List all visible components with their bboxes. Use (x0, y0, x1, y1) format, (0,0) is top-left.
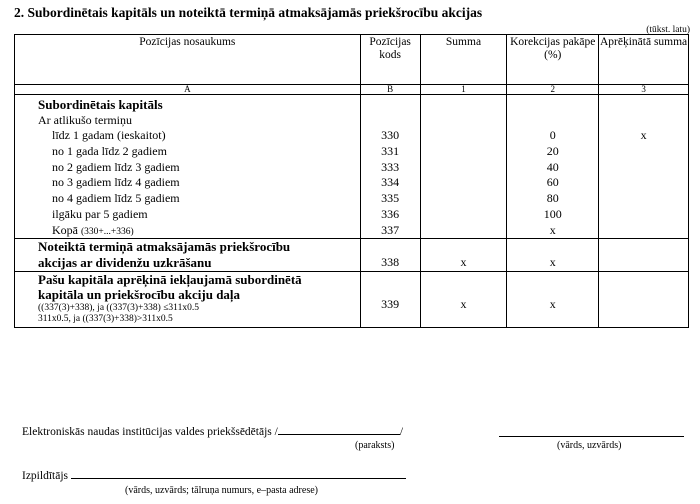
row-label-333: no 2 gadiem līdz 3 gadiem (52, 159, 180, 174)
section2-row (15, 239, 689, 271)
chair-name-field[interactable] (499, 424, 684, 437)
letter-2: 2 (507, 85, 599, 95)
summa-338: x (460, 254, 467, 269)
row-label-330: līdz 1 gadam (ieskaitot) (52, 128, 166, 143)
code-338: 338 (381, 254, 400, 269)
header-code: Pozīcijas kods (360, 35, 420, 85)
correction-331: 20 (546, 144, 559, 159)
slash-close: / (399, 426, 404, 438)
signature-caption: (paraksts) (355, 440, 395, 451)
header-correction: Korekcijas pakāpe (%) (507, 35, 599, 85)
executor-label: Izpildītājs (22, 470, 68, 482)
correction-335: 80 (546, 191, 559, 206)
correction-330: 0 (549, 128, 556, 143)
header-calculated: Aprēķinātā summa (599, 35, 689, 85)
code-333: 333 (381, 159, 400, 174)
correction-339: x (549, 296, 556, 311)
code-330: 330 (381, 128, 400, 143)
row-label-335: no 4 gadiem līdz 5 gadiem (52, 191, 180, 206)
section3-formula-line2: 311x0.5, ja ((337(3)+338)>311x0.5 (38, 313, 173, 324)
summa-cell-section1 (420, 95, 507, 239)
name-caption: (vārds, uzvārds) (557, 440, 622, 451)
correction-334: 60 (546, 175, 559, 190)
executor-caption: (vārds, uzvārds; tālruņa numurs, e–pasta adrese) (125, 485, 318, 496)
chair-signature-line (22, 424, 403, 438)
code-335: 335 (381, 191, 400, 206)
executor-line (22, 468, 406, 482)
subordinated-capital-table (14, 34, 689, 328)
header-name: Pozīcijas nosaukums (15, 35, 361, 85)
column-letters-row (15, 85, 689, 95)
correction-338: x (549, 254, 556, 269)
page-title: 2. Subordinētais kapitāls un noteiktā termiņā atmaksājamās priekšrocību akcijas (14, 5, 483, 20)
calculated-cell-338 (599, 239, 689, 271)
section3-row (15, 271, 689, 327)
section1-row (15, 95, 689, 239)
code-334: 334 (381, 175, 400, 190)
row-label-334: no 3 gadiem līdz 4 gadiem (52, 175, 180, 190)
letter-3: 3 (599, 85, 689, 95)
code-336: 336 (381, 206, 400, 221)
letter-a: A (15, 85, 361, 95)
correction-337: x (549, 222, 556, 237)
section3-label-line2: kapitāla un priekšrocību akciju daļa (38, 287, 241, 303)
code-331: 331 (381, 144, 400, 159)
code-339: 339 (381, 296, 400, 311)
chair-label: Elektroniskās naudas institūcijas valdes priekšsēdētājs (22, 426, 272, 438)
letter-1: 1 (420, 85, 507, 95)
header-summa: Summa (420, 35, 507, 85)
row-label-total (15, 223, 360, 239)
total-formula: (330+...+336) (81, 226, 134, 237)
section3-formula-line1: ((337(3)+338), ja ((337(3)+338) ≤311x0.5 (38, 302, 199, 313)
section3-label-line1: Pašu kapitāla aprēķinā iekļaujamā subordinētā (38, 271, 302, 287)
letter-b: B (360, 85, 420, 95)
calculated-cell-339 (599, 271, 689, 327)
table-header-row (15, 35, 689, 85)
total-label: Kopā (52, 222, 78, 237)
executor-field[interactable] (71, 468, 406, 479)
slash-open: / (274, 426, 278, 438)
section1-subheading: Ar atlikušo termiņu (38, 112, 132, 127)
section2-label-line1: Noteiktā termiņā atmaksājamās priekšrocību (38, 239, 291, 255)
signature-field[interactable] (278, 424, 400, 435)
calculated-330: x (640, 128, 647, 143)
code-337: 337 (381, 222, 400, 237)
correction-333: 40 (546, 159, 559, 174)
row-label-336: ilgāku par 5 gadiem (52, 206, 148, 221)
section1-heading: Subordinētais kapitāls (38, 97, 163, 112)
section2-label-line2: akcijas ar dividenžu uzkrāšanu (38, 254, 212, 270)
summa-339: x (460, 296, 467, 311)
correction-336: 100 (543, 206, 562, 221)
unit-note: (tūkst. latu) (646, 25, 690, 35)
row-label-331: no 1 gada līdz 2 gadiem (52, 144, 167, 159)
